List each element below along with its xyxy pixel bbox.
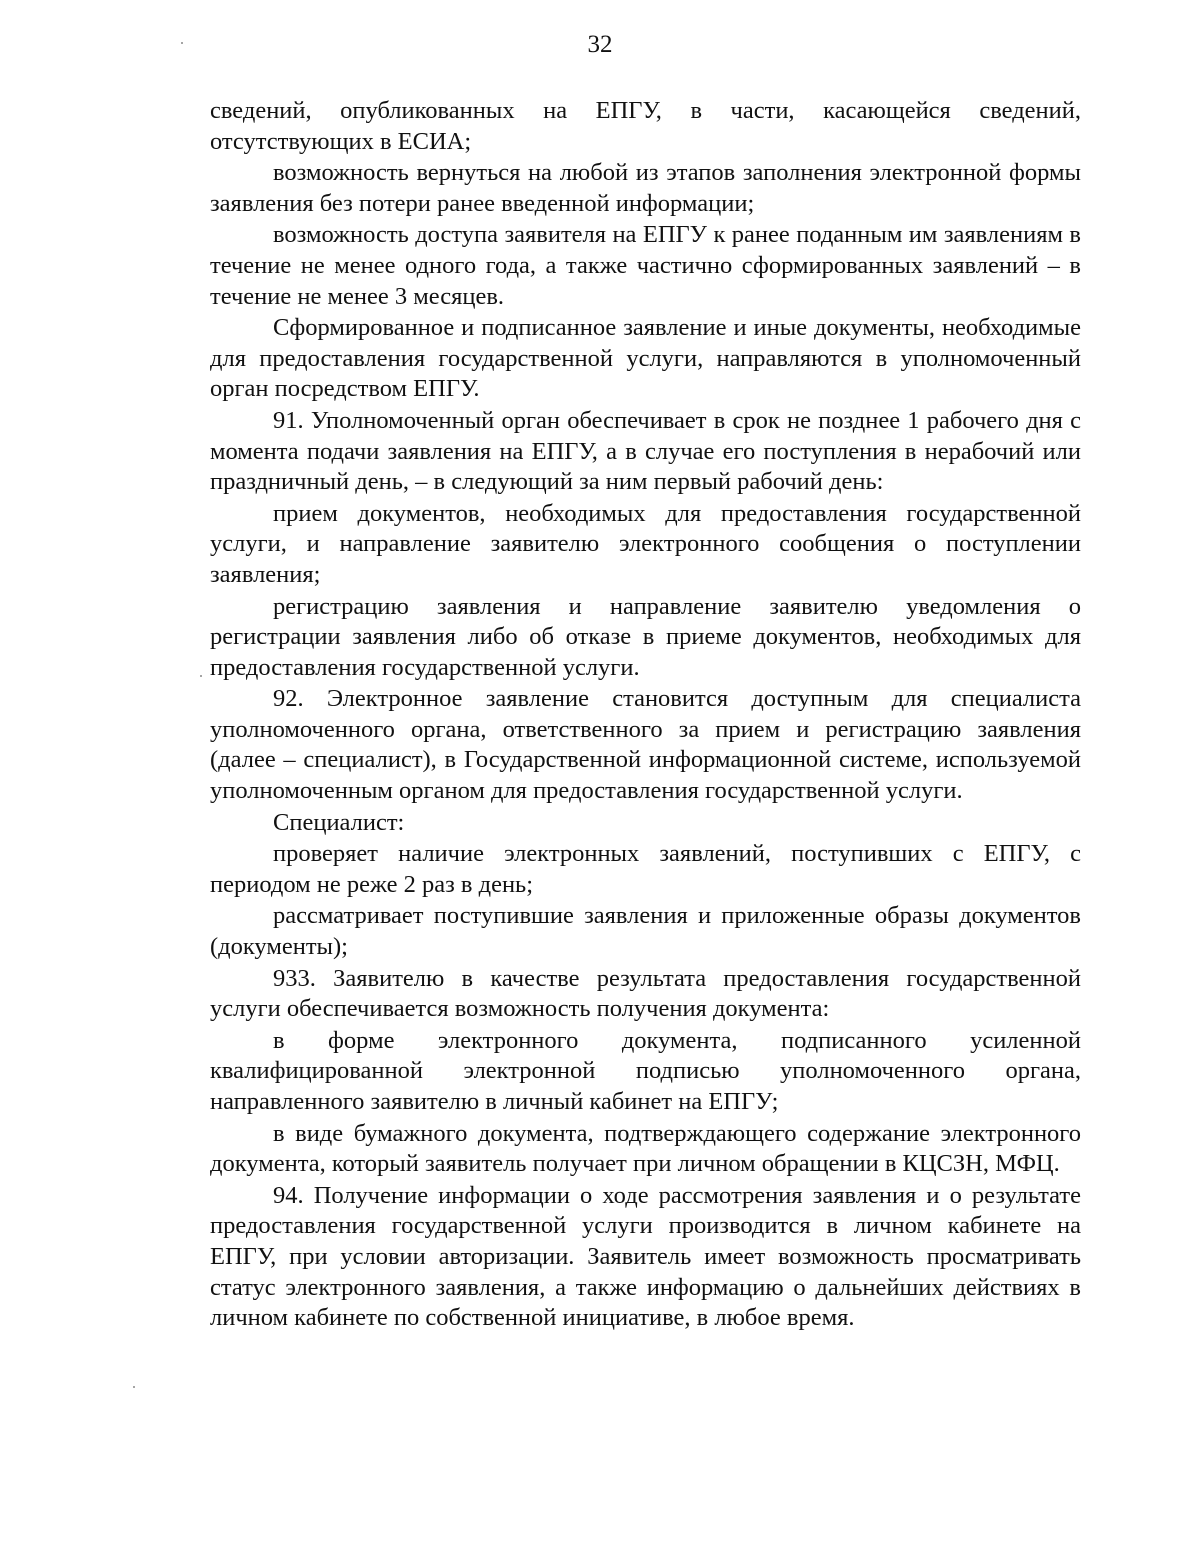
scan-speck: [200, 675, 202, 677]
paragraph: возможность вернуться на любой из этапов заполнения электронной формы заявления без потери ранее введенной информации;: [210, 159, 1081, 217]
paragraph: рассматривает поступившие заявления и приложенные образы документов (документы);: [210, 902, 1081, 961]
paragraph: 94. Получение информации о ходе рассмотрения заявления и о результате предоставления государственной услуги производится в личном кабинете на ЕПГУ, при условии авторизации. Заявитель имеет возможность просматривать статус электронного заявления, а также информацию о дальнейших действиях в личном кабинете по собственной инициативе, в любое время.: [210, 1181, 1081, 1332]
paragraph: прием документов, необходимых для предоставления государственной услуги, и направление заявителю электронного сообщения о поступлении заявления;: [210, 499, 1081, 588]
scan-speck: [181, 42, 183, 44]
paragraph: сведений, опубликованных на ЕПГУ, в части, касающейся сведений, отсутствующих в ЕСИА;: [210, 97, 1081, 155]
paragraph: 92. Электронное заявление становится доступным для специалиста уполномоченного органа, ответственного за прием и регистрацию заявления (далее – специалист), в Государственной информационной системе, используемой уполномоченным органом для предоставления государственной услуги.: [210, 685, 1081, 805]
paragraph: регистрацию заявления и направление заявителю уведомления о регистрации заявления либо об отказе в приеме документов, необходимых для предоставления государственной услуги.: [210, 592, 1081, 681]
paragraph: Сформированное и подписанное заявление и иные документы, необходимые для предоставления государственной услуги, направляются в уполномоченный орган посредством ЕПГУ.: [210, 314, 1081, 403]
document-body: [210, 96, 1081, 1335]
paragraph: 933. Заявителю в качестве результата предоставления государственной услуги обеспечивается возможность получения документа:: [210, 964, 1081, 1023]
scan-speck: [133, 1386, 135, 1388]
paragraph: в форме электронного документа, подписанного усиленной квалифицированной электронной подписью уполномоченного органа, направленного заявителю в личный кабинет на ЕПГУ;: [210, 1026, 1081, 1115]
paragraph: 91. Уполномоченный орган обеспечивает в срок не позднее 1 рабочего дня с момента подачи заявления на ЕПГУ, а в случае его поступления в нерабочий или праздничный день, – в следующий за ним первый рабочий день:: [210, 406, 1081, 496]
paragraph: возможность доступа заявителя на ЕПГУ к ранее поданным им заявлениям в течение не менее одного года, а также частично сформированных заявлений – в течение не менее 3 месяцев.: [210, 221, 1081, 310]
paragraph: в виде бумажного документа, подтверждающего содержание электронного документа, который заявитель получает при личном обращении в КЦСЗН, МФЦ.: [210, 1119, 1081, 1178]
paragraph: проверяет наличие электронных заявлений, поступивших с ЕПГУ, с периодом не реже 2 раз в день;: [210, 840, 1081, 898]
paragraph: Специалист:: [273, 808, 405, 836]
page-number: 32: [587, 31, 613, 58]
